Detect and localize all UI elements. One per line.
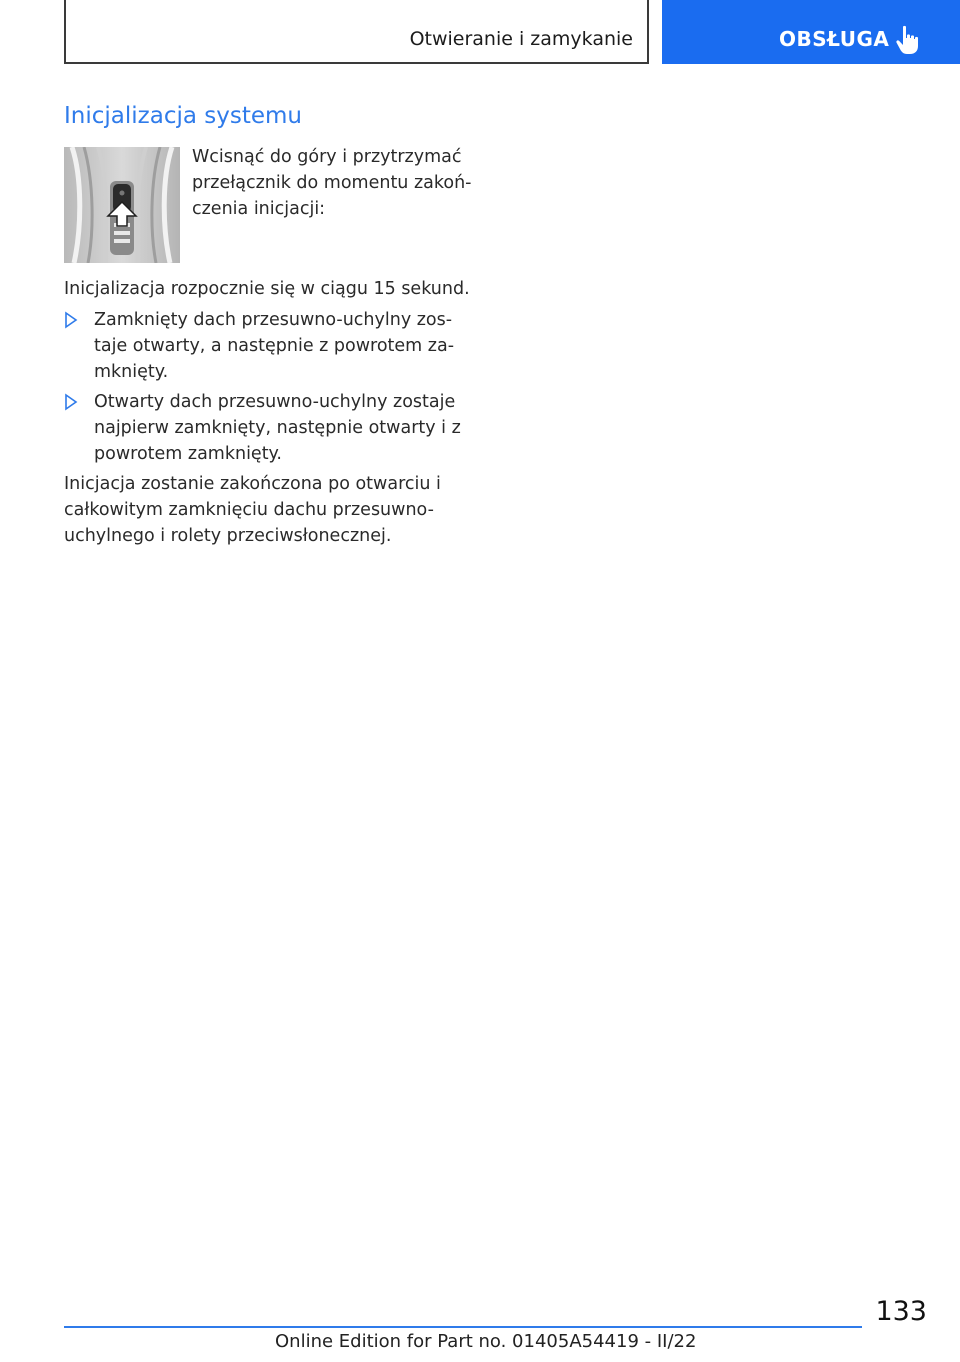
closing-line: uchylnego i rolety przeciwsłonecznej. bbox=[64, 526, 392, 546]
page-number: 133 bbox=[875, 1296, 927, 1327]
chapter-title: Otwieranie i zamykanie bbox=[409, 28, 633, 50]
intro-paragraph: Inicjalizacja rozpocznie się w ciągu 15 sekund. bbox=[64, 279, 470, 299]
header-section-tab bbox=[662, 0, 960, 64]
section-label: OBSŁUGA bbox=[779, 27, 890, 51]
footer-divider bbox=[64, 1326, 862, 1328]
overhead-switch-figure bbox=[64, 147, 180, 263]
bullet-text bbox=[94, 389, 484, 467]
caption-line: czenia inicjacji: bbox=[192, 199, 326, 219]
bullet-line: mknięty. bbox=[94, 362, 169, 382]
hand-pointer-icon bbox=[894, 24, 924, 56]
closing-line: Inicjacja zostanie zakończona po otwarciu i bbox=[64, 474, 441, 494]
closing-paragraph bbox=[64, 471, 484, 549]
bullet-line: najpierw zamknięty, następnie otwarty i z bbox=[94, 418, 461, 438]
caption-line: Wcisnąć do góry i przytrzymać bbox=[192, 147, 462, 167]
bullet-text bbox=[94, 307, 484, 385]
bullet-line: taje otwarty, a następnie z powrotem za- bbox=[94, 336, 455, 356]
bullet-line: Otwarty dach przesuwno-uchylny zostaje bbox=[94, 392, 456, 412]
bullet-line: powrotem zamknięty. bbox=[94, 444, 282, 464]
overhead-switch-illustration bbox=[64, 147, 180, 263]
header-chapter-box bbox=[64, 0, 649, 64]
section-heading: Inicjalizacja systemu bbox=[64, 103, 302, 129]
triangle-bullet-icon bbox=[64, 393, 78, 411]
triangle-bullet-icon bbox=[64, 311, 78, 329]
bullet-line: Zamknięty dach przesuwno-uchylny zos- bbox=[94, 310, 453, 330]
caption-line: przełącznik do momentu zakoń- bbox=[192, 173, 472, 193]
footer-edition-text: Online Edition for Part no. 01405A54419 - II/22 bbox=[275, 1331, 697, 1352]
closing-line: całkowitym zamknięciu dachu przesuwno- bbox=[64, 500, 434, 520]
figure-caption bbox=[192, 144, 482, 222]
